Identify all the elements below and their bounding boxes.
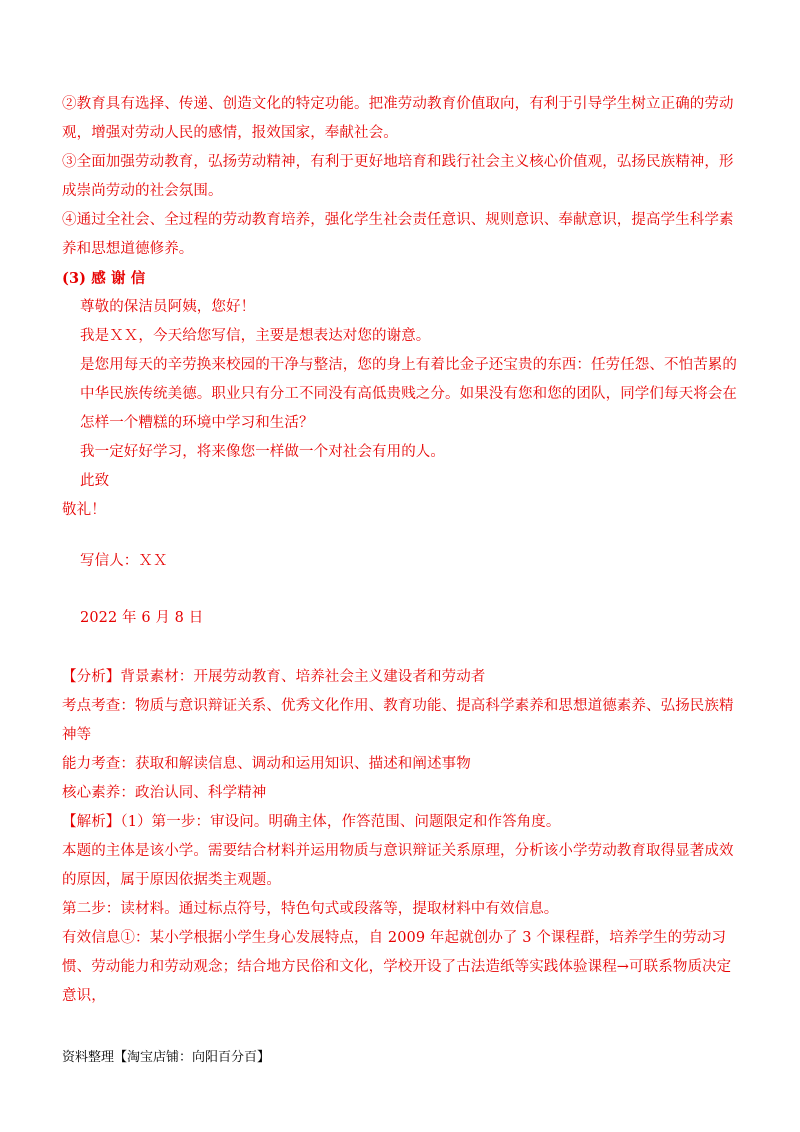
explanation-label: 【解析】 <box>62 814 121 830</box>
letter-date: 2022 年 6 月 8 日 <box>80 610 204 626</box>
analysis-ability: 能力考查：获取和解读信息、调动和运用知识、描述和阐述事物 <box>62 756 471 772</box>
answer-point-4: ④通过全社会、全过程的劳动教育培养，强化学生社会责任意识、规则意识、奉献意识，提高学生科学素养和思想道德修养。 <box>62 212 734 257</box>
letter-paragraph-3: 我一定好好学习，将来像您一样做一个对社会有用的人。 <box>80 444 445 460</box>
explanation-step1-line <box>62 808 742 837</box>
letter-paragraph-1: 我是ＸＸ，今天给您写信，主要是想表达对您的谢意。 <box>80 328 431 344</box>
page-footer: 资料整理【淘宝店铺：向阳百分百】 <box>62 1050 271 1065</box>
letter-paragraph-2: 是您用每天的辛劳换来校园的干净与整洁，您的身上有着比金子还宝贵的东西：任劳任怨、不怕苦累的中华民族传统美德。职业只有分工不同没有高低贵贱之分。如果没有您和您的团队，同学们每天将会在怎样一个糟糕的环境中学习和生活？ <box>80 357 737 431</box>
explanation-step1: （1）第一步：审设问。明确主体，作答范围、问题限定和作答角度。 <box>120 814 561 830</box>
answer-point-3: ③全面加强劳动教育，弘扬劳动精神，有利于更好地培育和践行社会主义核心价值观，弘扬民族精神，形成崇尚劳动的社会氛围。 <box>62 154 734 199</box>
letter-closing-1: 此致 <box>80 473 110 489</box>
explanation-step2: 第二步：读材料。通过标点符号，特色句式或段落等，提取材料中有效信息。 <box>62 901 559 917</box>
explanation-subject: 本题的主体是该小学。需要结合材料并运用物质与意识辩证关系原理，分析该小学劳动教育取得显著成效的原因，属于原因依据类主观题。 <box>62 843 734 888</box>
analysis-label: 【分析】 <box>62 669 121 685</box>
answer-point-2: ②教育具有选择、传递、创造文化的特定功能。把准劳动教育价值取向，有利于引导学生树立正确的劳动观，增强对劳动人民的感情，报效国家，奉献社会。 <box>62 96 734 141</box>
letter-signature: 写信人：ＸＸ <box>80 553 168 569</box>
analysis-background: 背景素材：开展劳动教育、培养社会主义建设者和劳动者 <box>120 669 486 685</box>
analysis-background-line <box>62 663 742 692</box>
letter-closing-2: 敬礼！ <box>62 502 106 518</box>
document-page <box>62 90 742 1011</box>
explanation-info1: 有效信息①：某小学根据小学生身心发展特点，自 2009 年起就创办了 3 个课程群，培养学生的劳动习惯、劳动能力和劳动观念；结合地方民俗和文化，学校开设了古法造纸等实践体验课程→可联系物质决定意识， <box>62 930 732 1004</box>
letter-heading: (3) 感 谢 信 <box>62 270 146 287</box>
letter-greeting: 尊敬的保洁员阿姨，您好！ <box>80 299 256 315</box>
analysis-literacy: 核心素养：政治认同、科学精神 <box>62 785 267 801</box>
analysis-points: 考点考查：物质与意识辩证关系、优秀文化作用、教育功能、提高科学素养和思想道德素养、弘扬民族精神等 <box>62 698 734 743</box>
